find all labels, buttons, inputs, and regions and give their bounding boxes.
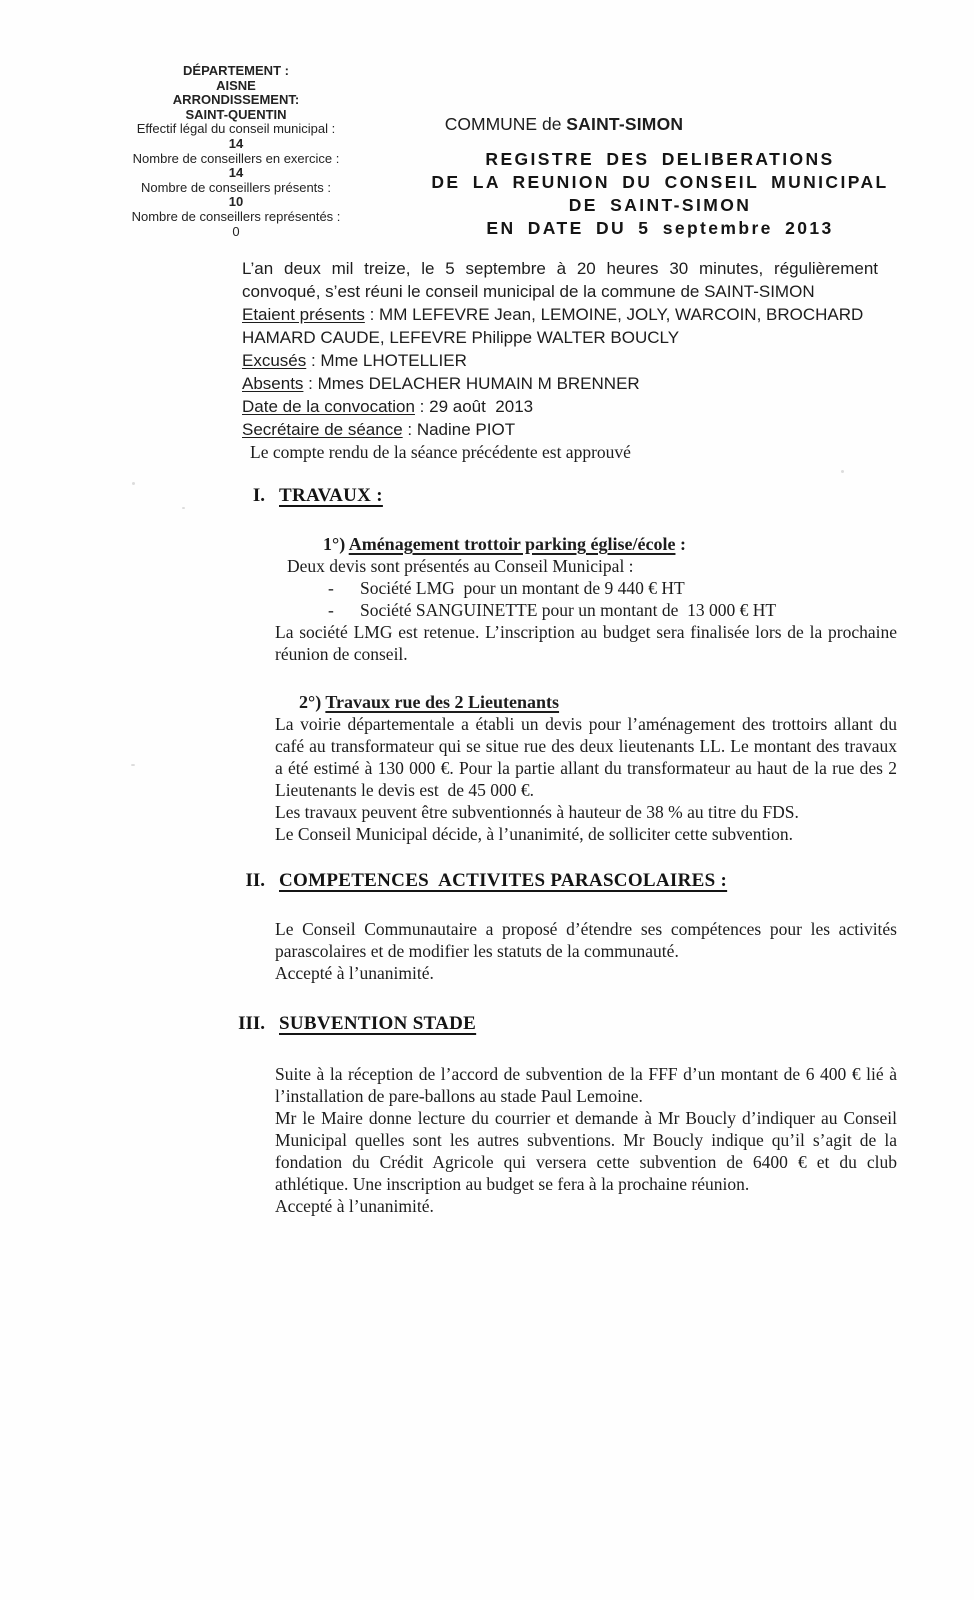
attendance-label: Etaient présents [242, 305, 365, 324]
list-dash: - [328, 578, 334, 598]
intro-paragraph: L’an deux mil treize, le 5 septembre à 20 heures 30 minutes, régulièrement convoqué, s’est réuni le conseil municipal de la commune de SAINT-SIMON [242, 259, 878, 301]
header-left-block [118, 64, 354, 239]
departement-label: DÉPARTEMENT : [183, 63, 289, 78]
decision-subvention-line: Le Conseil Municipal décide, à l’unanimité, de solliciter cette subvention. [275, 824, 794, 844]
conseillers-presents-label: Nombre de conseillers présents : [140, 179, 332, 195]
section-numeral: II. [245, 870, 265, 891]
attendance-value: : 29 août 2013 [414, 397, 534, 416]
session-secretary-line [242, 418, 894, 441]
voirie-paragraph: La voirie départementale a établi un devis pour l’aménagement des trottoirs allant du café au transformateur qui se situe rue des deux lieutenants LL. Le montant des travaux a été estimé à 130 000 €. Pour la partie allant du transformateur au haut de la rue des 2 Lieutenants le devis est de 45 000 €. [275, 714, 902, 800]
stade-accepted-line: Accepté à l’unanimité. [275, 1196, 434, 1216]
list-dash: - [328, 600, 334, 620]
attendance-label: Secrétaire de séance [242, 420, 403, 439]
section-travaux [242, 484, 902, 845]
decision-lmg-paragraph: La société LMG est retenue. L’inscription au budget sera finalisée lors de la prochaine réunion de conseil. [275, 622, 897, 664]
commune-line [390, 114, 738, 135]
fff-subvention-paragraph: Suite à la réception de l’accord de subvention de la FFF d’un montant de 6 400 € lié à l’installation de pare-ballons au stade Paul Lemoine. [275, 1064, 897, 1106]
attendance-value: : Nadine PIOT [402, 420, 516, 439]
section-subvention-heading [233, 1012, 894, 1035]
section-travaux-body [275, 533, 902, 845]
section-competences [242, 869, 897, 984]
commune-prefix: COMMUNE de [444, 114, 567, 134]
convocation-date-line [242, 395, 894, 418]
register-title-line: EN DATE DU 5 septembre 2013 [486, 218, 834, 238]
commune-name: SAINT-SIMON [566, 114, 684, 134]
subvention-fds-line: Les travaux peuvent être subventionnés à hauteur de 38 % au titre du FDS. [275, 802, 799, 822]
previous-minutes-approval: Le compte rendu de la séance précédente est approuvé [250, 442, 631, 462]
scan-speck [131, 764, 135, 766]
subsection-title: Aménagement trottoir parking église/école [348, 534, 676, 554]
register-title-line: DE LA REUNION DU CONSEIL MUNICIPAL [431, 172, 889, 192]
attendance-value: : Mme LHOTELLIER [306, 351, 467, 370]
competences-accepted-line: Accepté à l’unanimité. [275, 963, 434, 983]
attendance-value: : Mmes DELACHER HUMAIN M BRENNER [303, 374, 640, 393]
conseillers-representes-value: 0 [232, 223, 240, 239]
credit-agricole-paragraph: Mr le Maire donne lecture du courrier et demande à Mr Boucly d’indiquer au Conseil Municipal quelles sont les autres subventions. Mr Boucly indique qu’il s’agit de la fondation du Crédit Agricole qui versera cette subvention de 6400 € et du club athlétique. Une inscription au budget se fera à la prochaine réunion. [275, 1108, 897, 1194]
attendance-absent-line [242, 372, 894, 395]
effectif-legal-value: 14 [228, 135, 244, 151]
attendance-present-line [242, 303, 894, 349]
departement-value: AISNE [216, 77, 256, 93]
conseillers-presents-value: 10 [228, 194, 244, 210]
conseillers-exercice-value: 14 [228, 165, 244, 181]
devis-lead-line: Deux devis sont présentés au Conseil Municipal : [287, 556, 634, 576]
subsection-title: Travaux rue des 2 Lieutenants [325, 692, 560, 712]
attendance-value: : MM LEFEVRE Jean, LEMOINE, JOLY, WARCOIN, BROCHARD HAMARD CAUDE, LEFEVRE Philippe WALTER BOUCLY [242, 305, 869, 347]
section-subvention-stade [238, 1012, 897, 1217]
arrondissement-label: ARRONDISSEMENT: [172, 92, 300, 108]
section-numeral: III. [238, 1013, 265, 1034]
section-title: TRAVAUX : [279, 485, 383, 506]
section-competences-body [275, 918, 897, 984]
document-body [238, 257, 902, 1217]
subsection-number: 1°) [323, 534, 349, 554]
competences-paragraph: Le Conseil Communautaire a proposé d’étendre ses compétences pour les activités parascolaires et de modifier les statuts de la communauté. [275, 919, 897, 961]
section-travaux-heading [233, 484, 894, 507]
subsection-number: 2°) [299, 692, 326, 712]
conseillers-representes-label: Nombre de conseillers représentés : [131, 208, 341, 224]
effectif-legal-label: Effectif légal du conseil municipal : [136, 121, 336, 137]
header-right-block [390, 114, 930, 240]
conseillers-exercice-label: Nombre de conseillers en exercice : [132, 150, 340, 166]
section-competences-heading [233, 869, 894, 892]
section-numeral: I. [252, 485, 265, 506]
scan-speck [132, 482, 135, 485]
attendance-label: Date de la convocation [242, 397, 415, 416]
list-item-text: Société SANGUINETTE pour un montant de 13 000 € HT [360, 600, 777, 620]
list-item-devis-lmg [275, 577, 897, 599]
section-subvention-body [275, 1063, 897, 1217]
scan-speck [182, 507, 185, 509]
subsection-title-suffix: : [675, 534, 686, 554]
register-title [390, 148, 930, 240]
register-title-line: DE SAINT-SIMON [568, 195, 752, 215]
subsection-lieutenants-heading [275, 691, 897, 713]
list-item-text: Société LMG pour un montant de 9 440 € HT [360, 578, 685, 598]
subsection-amenagement-heading [275, 533, 897, 555]
attendance-label: Excusés [242, 351, 307, 370]
list-item-devis-sanguinette [275, 599, 897, 621]
attendance-label: Absents [242, 374, 304, 393]
arrondissement-value: SAINT-QUENTIN [185, 106, 287, 122]
attendance-excused-line [242, 349, 894, 372]
scan-speck [841, 470, 844, 473]
section-title: SUBVENTION STADE [279, 1013, 477, 1034]
section-title: COMPETENCES ACTIVITES PARASCOLAIRES : [279, 870, 728, 891]
register-title-line: REGISTRE DES DELIBERATIONS [485, 149, 835, 169]
